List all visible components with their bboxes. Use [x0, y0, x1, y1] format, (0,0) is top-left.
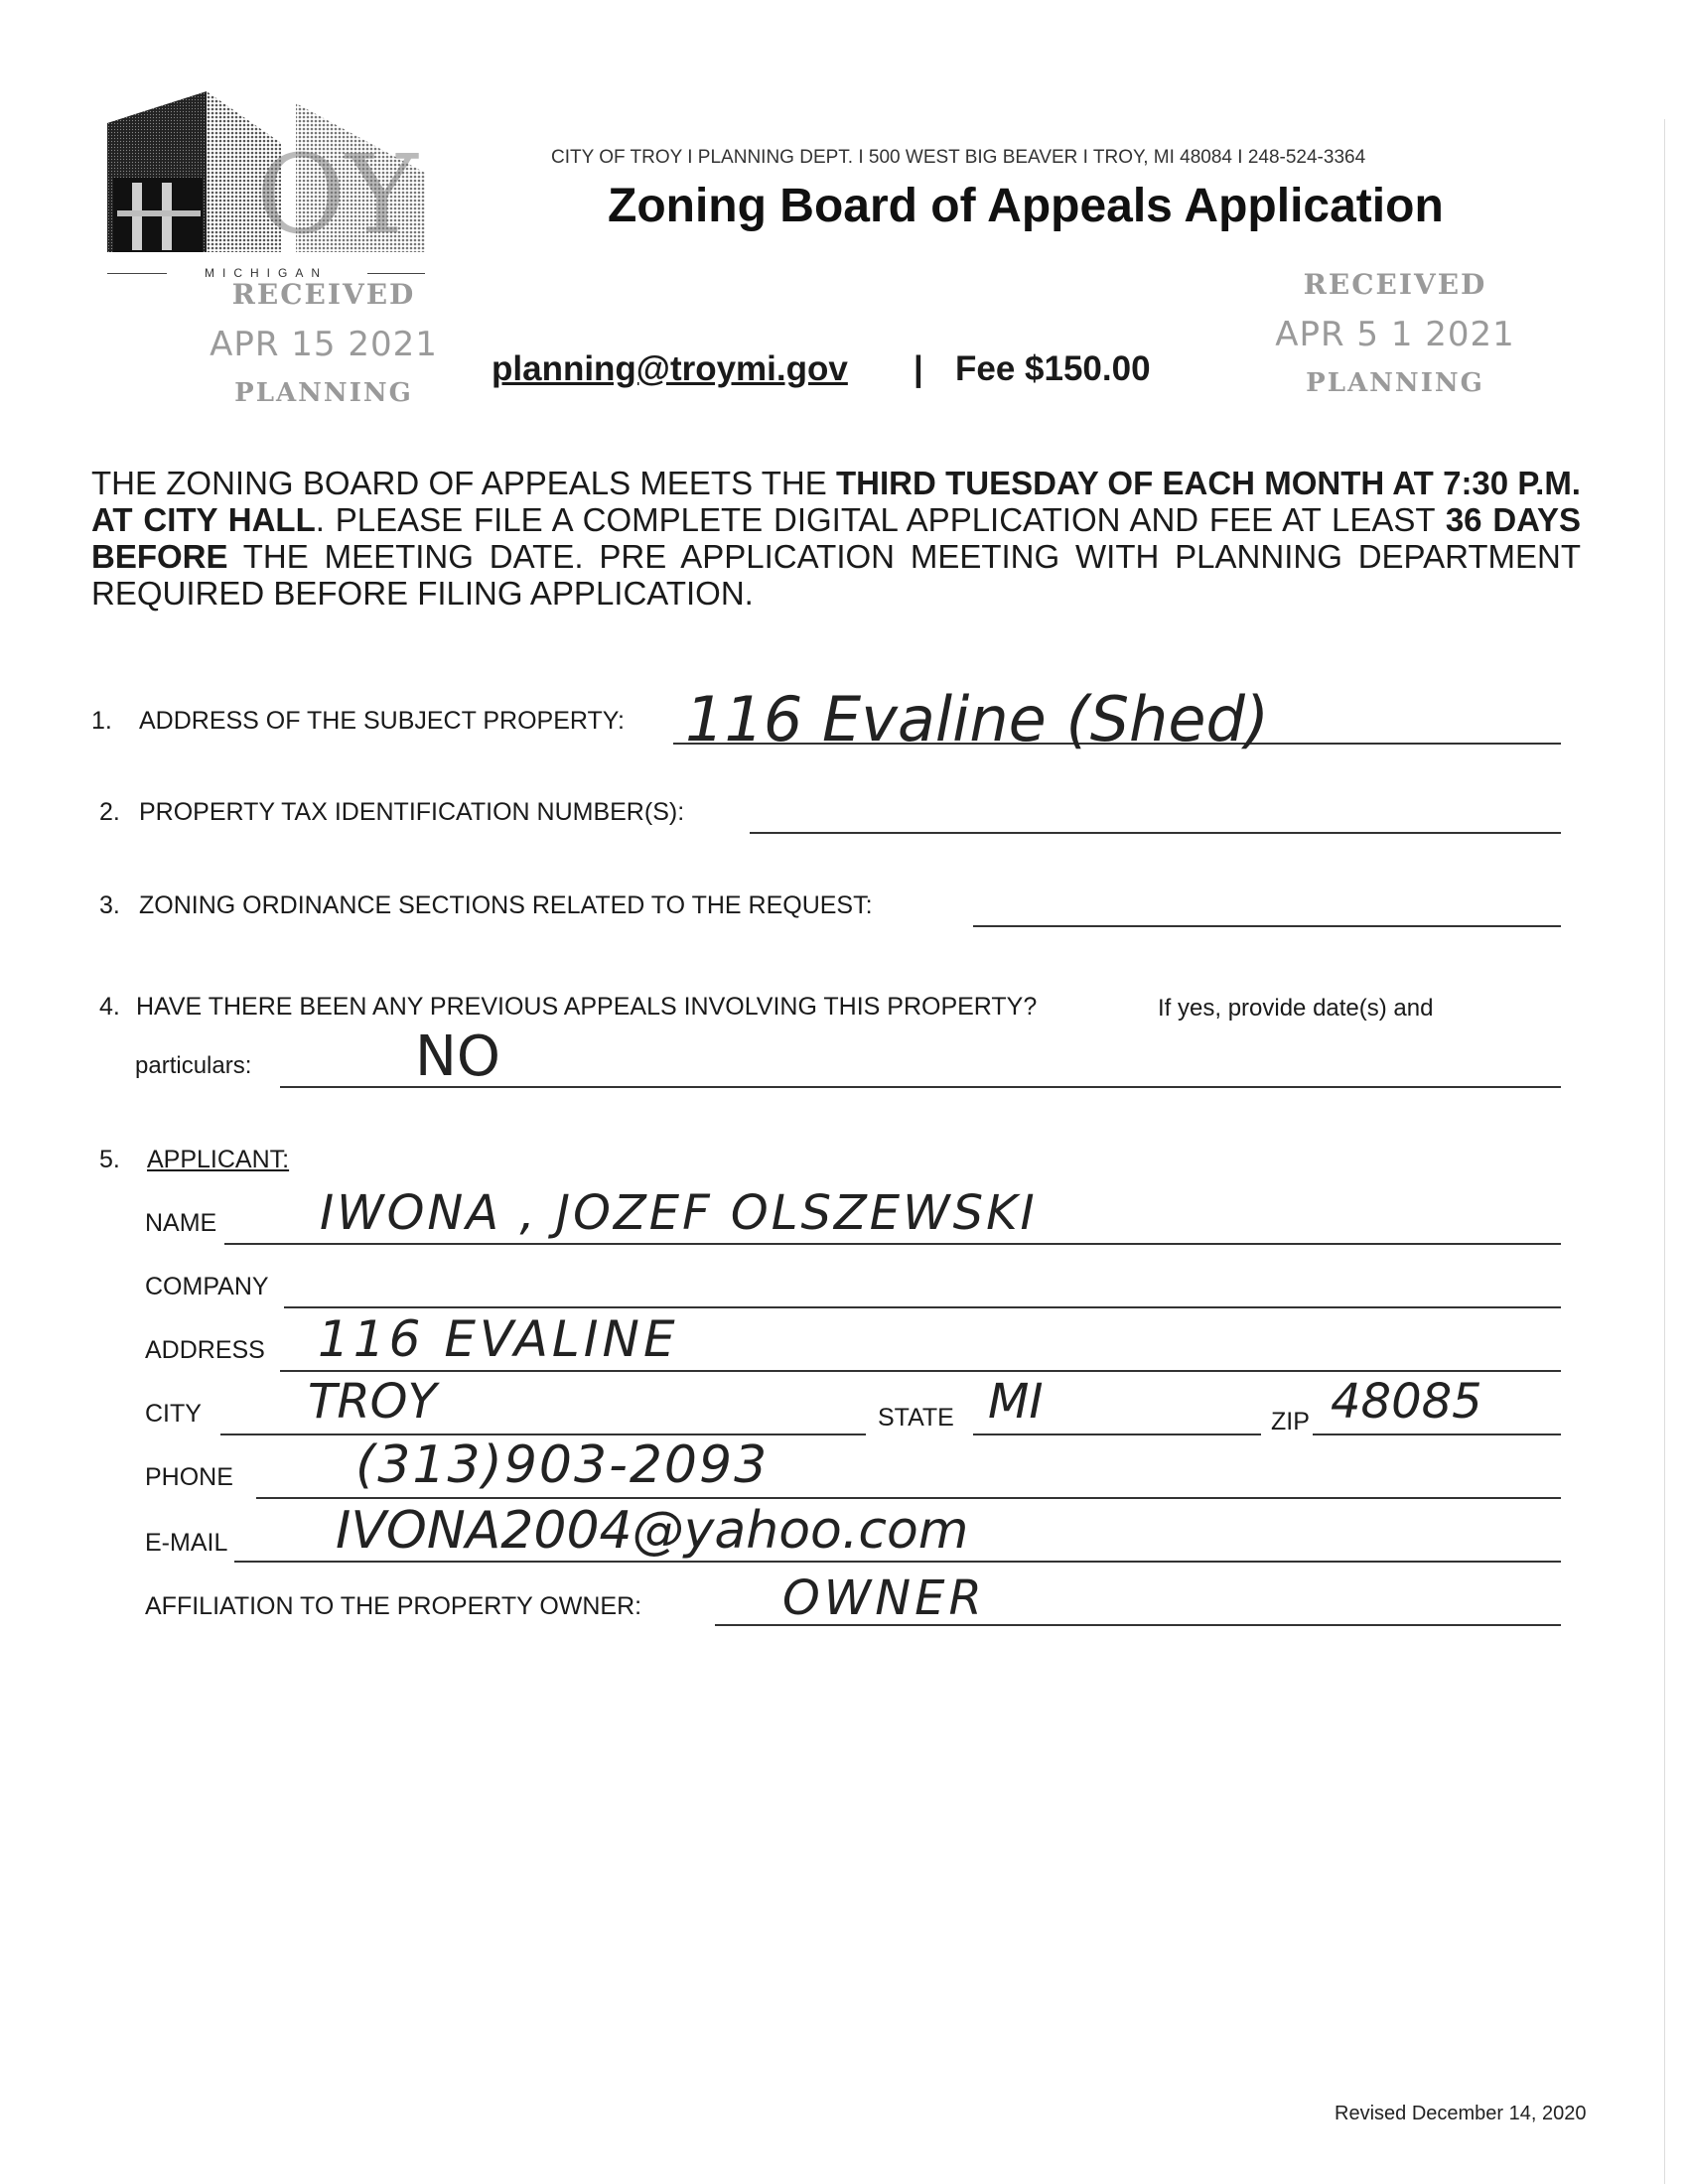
zip-value[interactable]: 48085	[1331, 1374, 1482, 1430]
q2-label: PROPERTY TAX IDENTIFICATION NUMBER(S):	[139, 798, 685, 826]
state-line[interactable]	[973, 1433, 1261, 1435]
company-line[interactable]	[284, 1306, 1561, 1308]
revised-date: Revised December 14, 2020	[1335, 2103, 1587, 2124]
logo-rule-right	[367, 273, 425, 274]
logo-rule-left	[107, 273, 167, 274]
q2-answer-line[interactable]	[750, 832, 1561, 834]
received-stamp-left: RECEIVED APR 15 2021 PLANNING	[210, 278, 438, 408]
zip-label: ZIP	[1271, 1408, 1310, 1435]
address-line[interactable]	[280, 1370, 1561, 1372]
q1-number: 1.	[91, 707, 112, 735]
address-value[interactable]: 116 EVALINE	[318, 1310, 679, 1368]
troy-logo	[107, 83, 425, 282]
q2-number: 2.	[99, 798, 120, 826]
affiliation-value[interactable]: OWNER	[782, 1570, 986, 1626]
q4-answer[interactable]: NO	[415, 1024, 500, 1089]
company-label: COMPANY	[145, 1273, 269, 1300]
q5-label: APPLICANT:	[147, 1146, 290, 1173]
page-title: Zoning Board of Appeals Application	[608, 180, 1444, 232]
q5-number: 5.	[99, 1146, 120, 1173]
q4-number: 4.	[99, 993, 120, 1021]
troy-logo-graphic	[107, 83, 425, 282]
q3-number: 3.	[99, 891, 120, 919]
email-label: E-MAIL	[145, 1529, 228, 1557]
email-value[interactable]: IVONA2004@yahoo.com	[336, 1501, 969, 1561]
affiliation-label: AFFILIATION TO THE PROPERTY OWNER:	[145, 1592, 642, 1620]
city-label: CITY	[145, 1400, 202, 1428]
name-line[interactable]	[224, 1243, 1561, 1245]
zip-line[interactable]	[1313, 1433, 1561, 1435]
email-line[interactable]	[234, 1561, 1561, 1563]
header-separator: |	[914, 349, 923, 388]
q3-answer-line[interactable]	[973, 925, 1561, 927]
fee-label: Fee $150.00	[955, 349, 1151, 388]
q1-answer[interactable]: 116 Evaline (Shed)	[685, 683, 1270, 755]
q4-hint: If yes, provide date(s) and	[1158, 995, 1434, 1022]
state-value[interactable]: MI	[988, 1374, 1044, 1430]
phone-value[interactable]: (313)903-2093	[355, 1435, 770, 1495]
state-label: STATE	[878, 1404, 954, 1432]
name-label: NAME	[145, 1209, 217, 1237]
received-stamp-right: RECEIVED APR 5 1 2021 PLANNING	[1275, 268, 1515, 398]
phone-label: PHONE	[145, 1463, 233, 1491]
q1-label: ADDRESS OF THE SUBJECT PROPERTY:	[139, 707, 626, 735]
q4-particulars-label: particulars:	[135, 1052, 252, 1079]
address-label: ADDRESS	[145, 1336, 265, 1364]
logo-text: MICHIGAN	[205, 266, 328, 280]
contact-line: CITY OF TROY I PLANNING DEPT. I 500 WEST BIG BEAVER I TROY, MI 48084 I 248-524-3364	[551, 147, 1366, 168]
name-value[interactable]: IWONA , JOZEF OLSZEWSKI	[320, 1185, 1038, 1241]
intro-paragraph: THE ZONING BOARD OF APPEALS MEETS THE THIRD TUESDAY OF EACH MONTH AT 7:30 P.M. AT CITY HALL. PLEASE FILE A COMPLETE DIGITAL APPLICATION AND FEE AT LEAST 36 DAYS BEFORE THE MEETING DATE. PRE APPLICATION MEETING WITH PLANNING DEPARTMENT REQUIRED BEFORE FILING APPLICATION.	[91, 465, 1582, 612]
city-value[interactable]: TROY	[308, 1374, 437, 1430]
svg-text:OY: OY	[256, 131, 418, 258]
scan-edge	[1664, 119, 1665, 2184]
q3-label: ZONING ORDINANCE SECTIONS RELATED TO THE REQUEST:	[139, 891, 873, 919]
q4-label: HAVE THERE BEEN ANY PREVIOUS APPEALS INVOLVING THIS PROPERTY?	[136, 993, 1038, 1021]
planning-email-link[interactable]: planning@troymi.gov	[492, 349, 848, 388]
phone-line[interactable]	[256, 1497, 1561, 1499]
